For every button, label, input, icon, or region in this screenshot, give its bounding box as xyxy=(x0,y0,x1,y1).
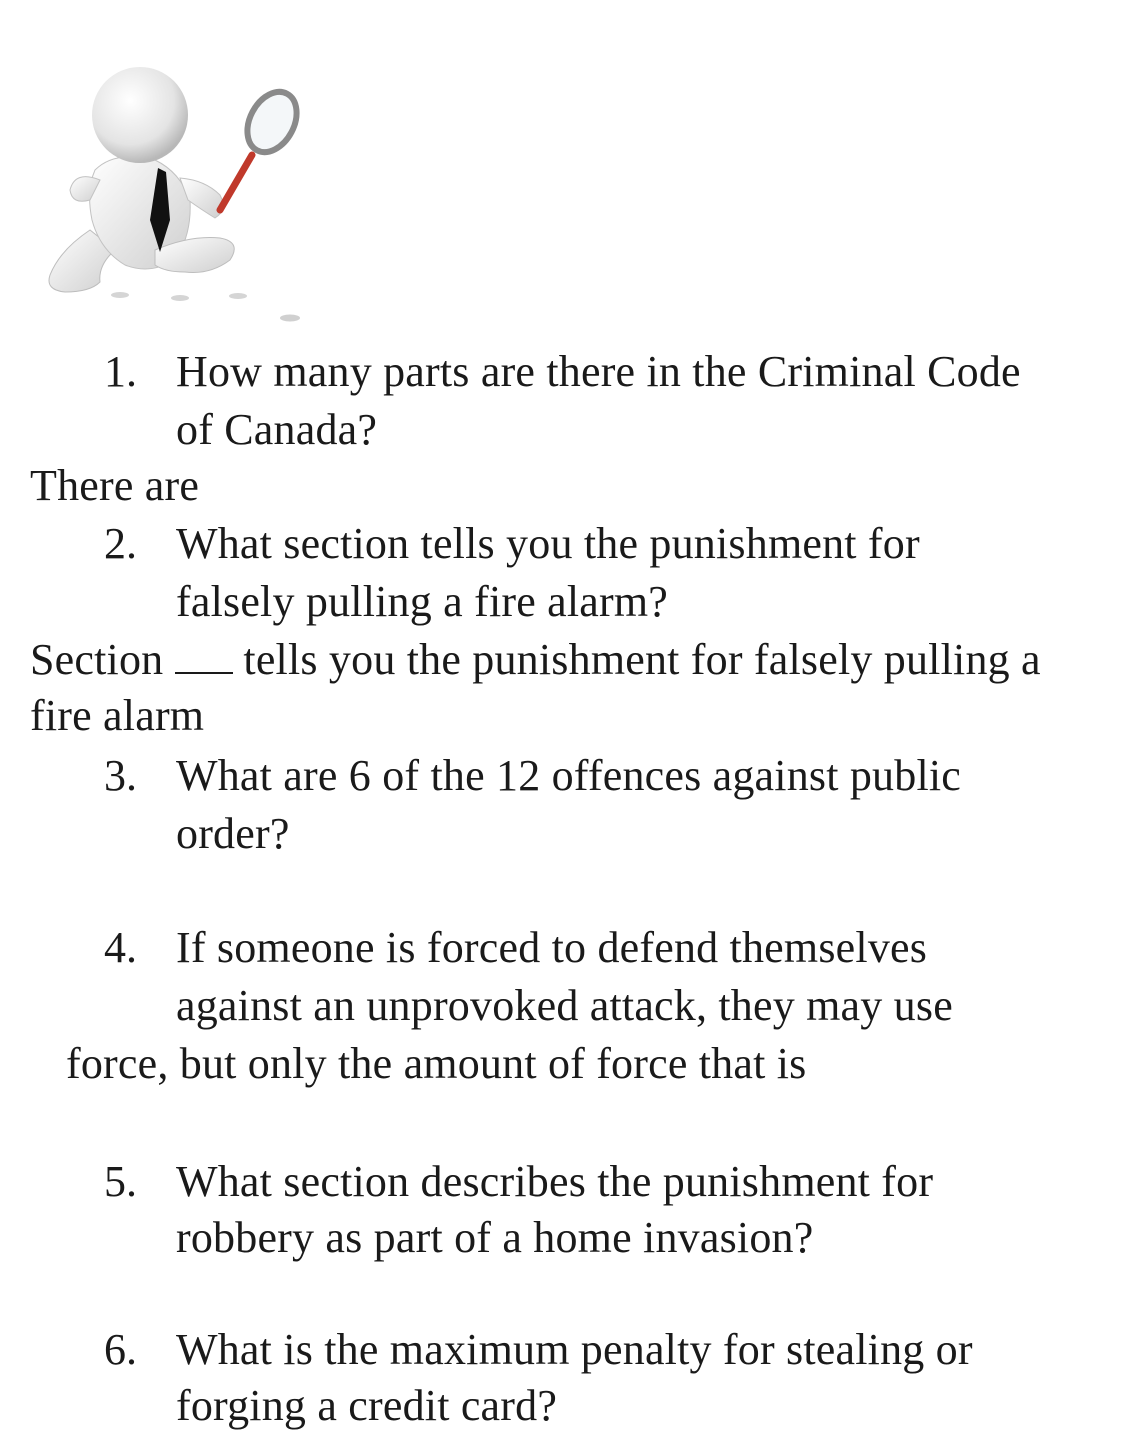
question-number-5: 5. xyxy=(104,1157,137,1206)
question-6-line-2: forging a credit card? xyxy=(176,1381,558,1430)
answer-2-line-1 xyxy=(30,635,1041,684)
answer-2-before-blank: Section xyxy=(30,635,164,684)
question-4-continuation: force, but only the amount of force that is xyxy=(66,1039,807,1088)
question-2-line-1: What section tells you the punishment for xyxy=(176,519,920,568)
answer-2-blank[interactable] xyxy=(175,642,233,674)
question-2-line-2: falsely pulling a fire alarm? xyxy=(176,577,669,626)
question-6-line-1: What is the maximum penalty for stealing or xyxy=(176,1325,973,1374)
question-number-6: 6. xyxy=(104,1325,137,1374)
question-3-line-1: What are 6 of the 12 offences against public xyxy=(176,751,962,800)
question-1-line-2: of Canada? xyxy=(176,405,378,454)
question-5-line-2: robbery as part of a home invasion? xyxy=(176,1213,814,1262)
question-number-3: 3. xyxy=(104,751,137,800)
question-3-line-2: order? xyxy=(176,809,290,858)
question-5-line-1: What section describes the punishment for xyxy=(176,1157,934,1206)
answer-2-line-2: fire alarm xyxy=(30,691,205,740)
question-4-line-2: against an unprovoked attack, they may use xyxy=(176,981,953,1030)
question-number-4: 4. xyxy=(104,923,137,972)
detective-figure-with-magnifying-glass-icon xyxy=(20,60,320,340)
question-1-line-1: How many parts are there in the Criminal Code xyxy=(176,347,1021,396)
answer-1-prompt: There are xyxy=(30,461,200,510)
question-number-1: 1. xyxy=(104,347,137,396)
question-4-line-1: If someone is forced to defend themselves xyxy=(176,923,928,972)
answer-2-after-blank: tells you the punishment for falsely pulling a xyxy=(243,635,1041,684)
question-number-2: 2. xyxy=(104,519,137,568)
